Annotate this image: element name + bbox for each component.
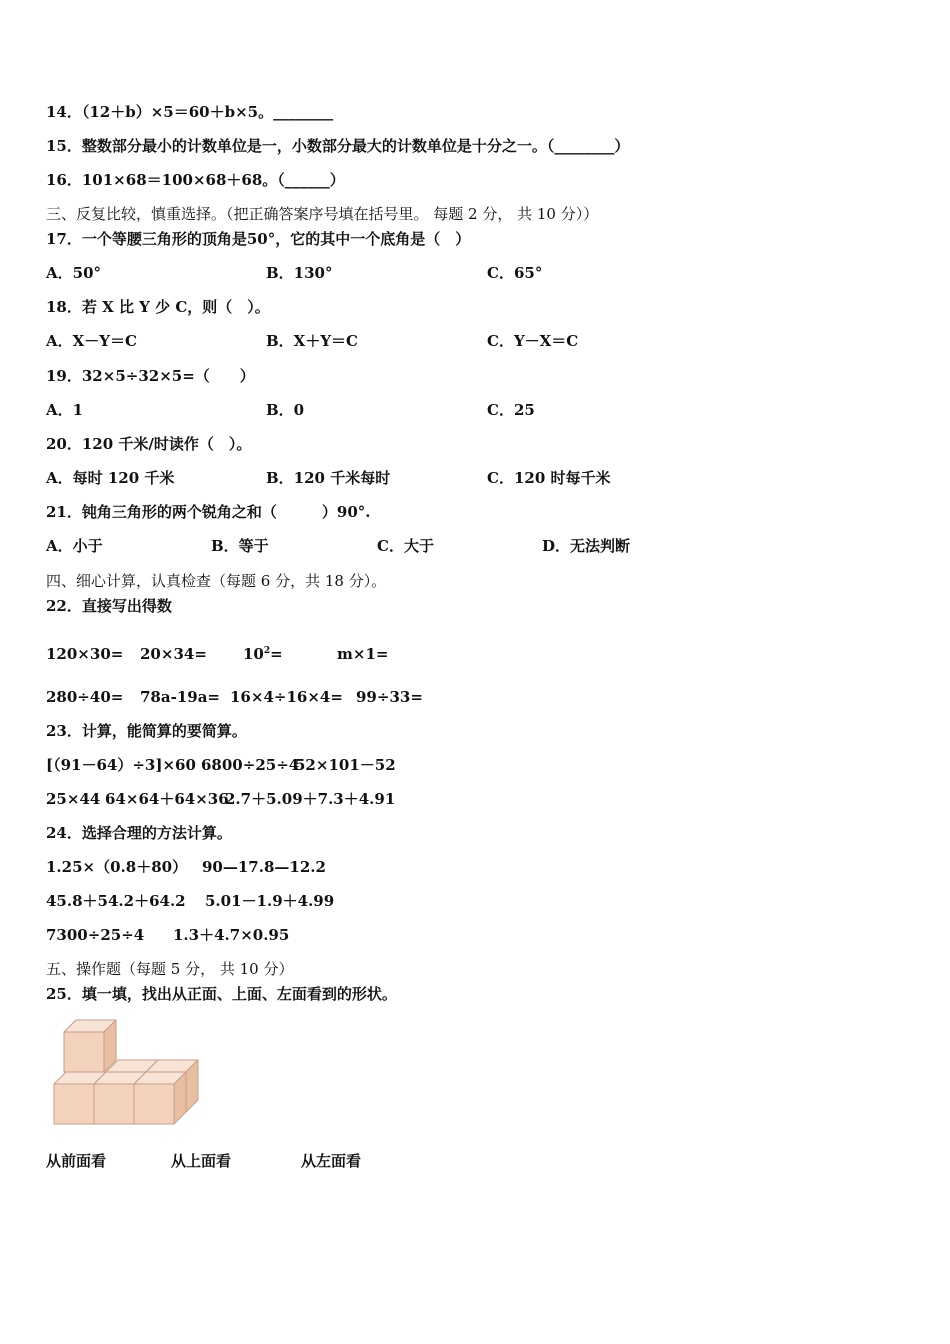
calc-item: 90—17.8—12.2 xyxy=(202,858,326,876)
calc-item: 1.3＋4.7×0.95 xyxy=(173,926,290,944)
cube-front-face xyxy=(54,1084,94,1124)
calc-item: [（91－64）÷3]×60 xyxy=(46,756,196,774)
cube-front-face xyxy=(94,1084,134,1124)
question-25-stem: 25．填一填，找出从正面、上面、左面看到的形状。 xyxy=(46,985,397,1003)
question-17-stem: 17．一个等腰三角形的顶角是50°，它的其中一个底角是（ ） xyxy=(46,230,471,248)
question-21-option-d: D．无法判断 xyxy=(542,537,631,555)
cube-front-face xyxy=(134,1084,174,1124)
question-18-option-c: C．Y－X＝C xyxy=(487,332,579,350)
question-19-stem: 19．32×5÷32×5=（ ） xyxy=(46,367,255,385)
question-21-stem: 21．钝角三角形的两个锐角之和（ ）90°. xyxy=(46,503,371,521)
calc-item: 45.8＋54.2＋64.2 xyxy=(46,892,186,910)
calc-item: 16×4÷16×4= xyxy=(230,688,343,706)
section-3-heading: 三、反复比较，慎重选择。（把正确答案序号填在括号里。 每题 2 分， 共 10 分）） xyxy=(46,205,599,223)
calc-item: 52×101－52 xyxy=(295,756,396,774)
section-4-heading: 四、细心计算，认真检查（每题 6 分，共 18 分）。 xyxy=(46,572,387,590)
section-5-heading: 五、操作题（每题 5 分， 共 10 分） xyxy=(46,960,294,978)
calc-item: 7300÷25÷4 xyxy=(46,926,145,944)
calc-item: 20×34= xyxy=(140,645,207,663)
view-label-front: 从前面看 xyxy=(46,1152,107,1170)
calc-item: 120×30= xyxy=(46,645,124,663)
question-23-row-1 xyxy=(46,755,396,775)
question-21-option-b: B．等于 xyxy=(211,537,269,555)
question-24-row-3 xyxy=(46,925,289,945)
question-20-stem: 20．120 千米/时读作（ ）。 xyxy=(46,435,252,453)
calc-item: 78a-19a= xyxy=(140,688,220,706)
cube-stack-figure xyxy=(46,1016,216,1131)
question-19-option-b: B．0 xyxy=(266,401,305,419)
calc-item: 2.7＋5.09＋7.3＋4.91 xyxy=(225,790,396,808)
calc-item: 99÷33= xyxy=(356,688,423,706)
question-21-option-a: A．小于 xyxy=(46,537,103,555)
question-18-option-b: B．X＋Y＝C xyxy=(266,332,358,350)
question-20-option-a: A．每时 120 千米 xyxy=(46,469,175,487)
question-24-stem: 24．选择合理的方法计算。 xyxy=(46,824,232,842)
power-equals: = xyxy=(270,645,283,663)
calc-item: 280÷40= xyxy=(46,688,124,706)
question-20-option-b: B．120 千米每时 xyxy=(266,469,391,487)
question-20-option-c: C．120 时每千米 xyxy=(487,469,611,487)
calc-item-power xyxy=(243,641,337,664)
question-14: 14．（12＋b）×5＝60＋b×5。________ xyxy=(46,103,334,121)
question-23-row-2 xyxy=(46,789,395,809)
question-18-option-a: A．X－Y＝C xyxy=(46,332,137,350)
view-label-top: 从上面看 xyxy=(171,1152,232,1170)
view-label-left: 从左面看 xyxy=(301,1152,362,1170)
question-18-stem: 18．若 X 比 Y 少 C，则（ ）。 xyxy=(46,298,270,316)
calc-item: 6800÷25÷4 xyxy=(201,756,300,774)
calc-item: 64×64＋64×36 xyxy=(105,790,229,808)
cube-stacked-front xyxy=(64,1032,104,1072)
question-24-row-1 xyxy=(46,857,326,877)
question-22-row-2 xyxy=(46,687,423,707)
calc-item: 25×44 xyxy=(46,790,101,808)
question-22-stem: 22．直接写出得数 xyxy=(46,597,172,615)
question-24-row-2 xyxy=(46,891,334,911)
question-19-option-c: C．25 xyxy=(487,401,535,419)
question-23-stem: 23．计算，能简算的要简算。 xyxy=(46,722,247,740)
question-17-option-c: C．65° xyxy=(487,264,543,282)
calc-item: 5.01－1.9＋4.99 xyxy=(205,892,335,910)
question-15: 15．整数部分最小的计数单位是一，小数部分最大的计数单位是十分之一。（________） xyxy=(46,137,630,155)
question-17-option-b: B．130° xyxy=(266,264,333,282)
power-exponent: 2 xyxy=(263,646,271,656)
question-17-option-a: A．50° xyxy=(46,264,102,282)
calc-item: 1.25×（0.8＋80） xyxy=(46,858,188,876)
question-19-option-a: A．1 xyxy=(46,401,84,419)
question-21-option-c: C．大于 xyxy=(377,537,434,555)
question-16: 16．101×68＝100×68＋68。（______） xyxy=(46,171,345,189)
calc-item: m×1= xyxy=(337,645,389,663)
question-22-row-1 xyxy=(46,641,388,664)
power-base: 10 xyxy=(243,645,264,663)
